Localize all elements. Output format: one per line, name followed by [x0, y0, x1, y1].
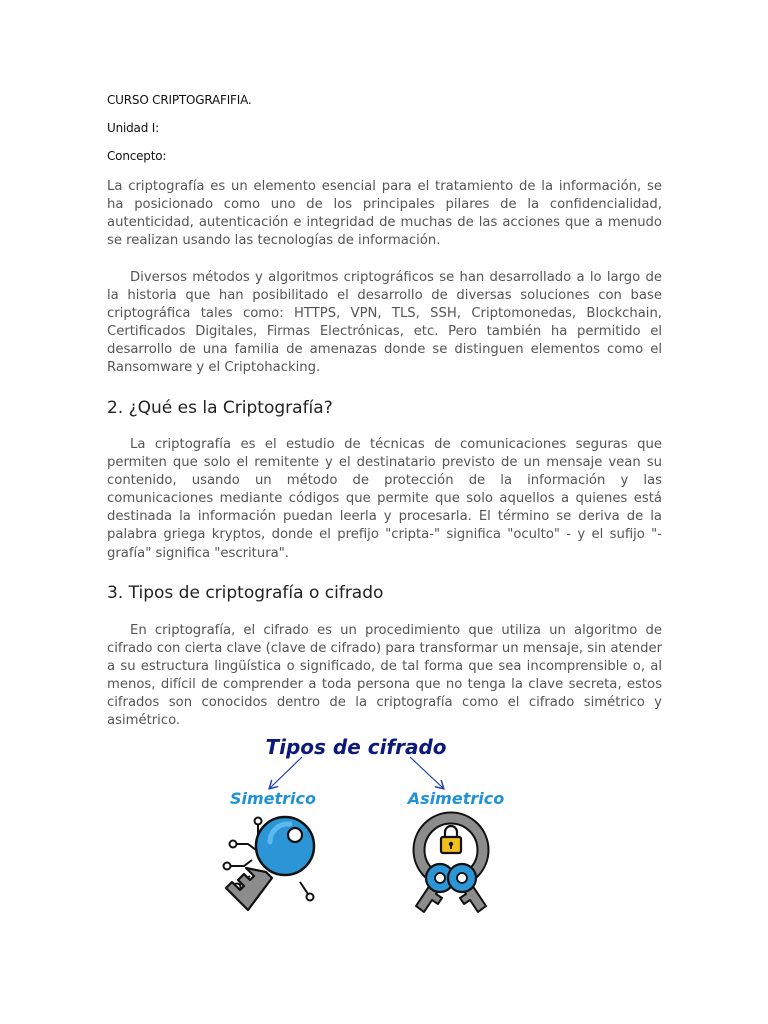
unit-heading: Unidad I: — [107, 121, 159, 135]
section-3-title: 3. Tipos de criptografía o cifrado — [107, 583, 384, 603]
concept-heading: Concepto: — [107, 149, 167, 163]
figure-title: Tipos de cifrado — [265, 735, 447, 759]
keyring-padlock-icon — [416, 818, 486, 912]
arrow-to-asymmetric — [410, 757, 443, 788]
intro-paragraph-2: Diversos métodos y algoritmos criptográficos se han desarrollado a lo largo de la historia que han posibilitado el desarrollo de diversas soluciones con base criptográfica tales como: HTTPS, VPN, TLS, SSH, Criptomonedas, Blockchain, Certificados Digitales, Firmas Electrónicas, etc. Pero también ha permitido el desarrollo de una familia de amenazas donde se distinguen elementos como el Ransomware y el Criptohacking. — [107, 270, 662, 376]
section-3-body: En criptografía, el cifrado es un procedimiento que utiliza un algoritmo de cifrado con cierta clave (clave de cifrado) para transformar un mensaje, sin atender a su estructura lingüística o significado, de tal forma que sea incomprensible o, al menos, difícil de comprender a toda persona que no tenga la clave secreta, estos cifrados son conocidos dentro de la criptografía como el cifrado simétrico y asimétrico. — [107, 623, 662, 729]
section-2-title: 2. ¿Qué es la Criptografía? — [107, 398, 333, 418]
asymmetric-label: Asimetrico — [407, 789, 505, 808]
intro-paragraph-1: La criptografía es un elemento esencial para el tratamiento de la información, se ha posicionado como uno de los principales pilares de la confidencialidad, autenticidad, autenticación e integridad de muchas de las acciones que a menudo se realizan usando las tecnologías de información. — [107, 179, 662, 249]
symmetric-label: Simetrico — [229, 789, 317, 808]
cipher-types-figure — [210, 732, 540, 922]
course-title: CURSO CRIPTOGRAFIFIA. — [107, 93, 252, 107]
section-2-body: La criptografía es el estudio de técnicas de comunicaciones seguras que permiten que solo el remitente y el destinatario previsto de un mensaje vean su contenido, usando un método de protección de la información y las comunicaciones mediante códigos que permite que solo aquellos a quienes está destinada la información puedan leerla y procesarla. El término se deriva de la palabra griega kryptos, donde el prefijo "cripta-" significa "oculto" - y el sufijo "-grafía" significa "escritura". — [107, 437, 662, 561]
digital-key-icon — [224, 817, 315, 910]
arrow-to-symmetric — [270, 757, 302, 788]
cipher-types-diagram — [210, 732, 540, 922]
